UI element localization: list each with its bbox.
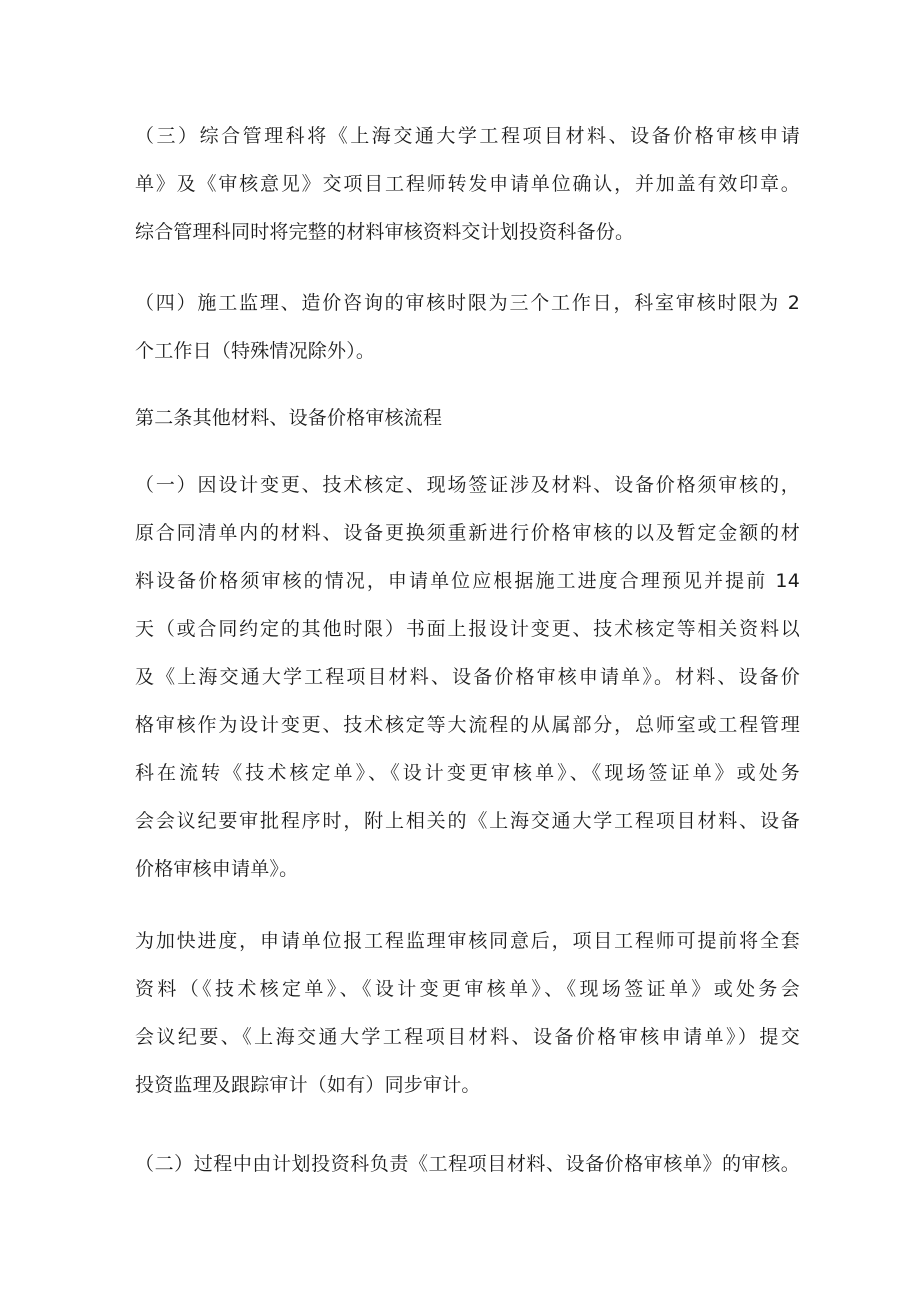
text-line: 会会议纪要审批程序时，附上相关的《上海交通大学工程项目材料、设备	[135, 810, 800, 832]
text-line: 格审核作为设计变更、技术核定等大流程的从属部分，总师室或工程管理	[135, 714, 800, 736]
text-line: 资料（《技术核定单》、《设计变更审核单》、《现场签证单》或处务会	[135, 978, 800, 1000]
text-line: 原合同清单内的材料、设备更换须重新进行价格审核的以及暂定金额的材	[135, 522, 800, 544]
paragraph-acceleration-note	[135, 917, 800, 1109]
text-line: （三）综合管理科将《上海交通大学工程项目材料、设备价格审核申请	[135, 125, 800, 147]
paragraph-section-2	[135, 1140, 800, 1188]
text-line: 单》及《审核意见》交项目工程师转发申请单位确认，并加盖有效印章。	[135, 173, 800, 195]
text-line: 价格审核申请单》。	[135, 858, 299, 880]
text-line: （一）因设计变更、技术核定、现场签证涉及材料、设备价格须审核的，	[135, 474, 800, 496]
text-line: （四）施工监理、造价咨询的审核时限为三个工作日，科室审核时限为 2	[135, 292, 800, 314]
text-line: 为加快进度，申请单位报工程监理审核同意后，项目工程师可提前将全套	[135, 930, 800, 952]
heading-line: 第二条其他材料、设备价格审核流程	[135, 407, 443, 429]
text-line: 料设备价格须审核的情况，申请单位应根据施工进度合理预见并提前 14	[135, 570, 800, 592]
article-heading	[135, 394, 800, 442]
paragraph-section-4	[135, 279, 800, 375]
text-line: 天（或合同约定的其他时限）书面上报设计变更、技术核定等相关资料以	[135, 618, 800, 640]
text-line: （二）过程中由计划投资科负责《工程项目材料、设备价格审核单》的审核。	[135, 1153, 800, 1175]
paragraph-section-3	[135, 112, 800, 256]
text-line: 及《上海交通大学工程项目材料、设备价格审核申请单》。材料、设备价	[135, 666, 800, 688]
text-line: 投资监理及跟踪审计（如有）同步审计。	[135, 1074, 481, 1096]
paragraph-section-1	[135, 461, 800, 893]
text-line: 会议纪要、《上海交通大学工程项目材料、设备价格审核申请单》）提交	[135, 1026, 800, 1048]
text-line: 科在流转《技术核定单》、《设计变更审核单》、《现场签证单》或处务	[135, 762, 800, 784]
text-line: 个工作日（特殊情况除外）。	[135, 340, 376, 362]
text-line: 综合管理科同时将完整的材料审核资料交计划投资科备份。	[135, 221, 635, 243]
